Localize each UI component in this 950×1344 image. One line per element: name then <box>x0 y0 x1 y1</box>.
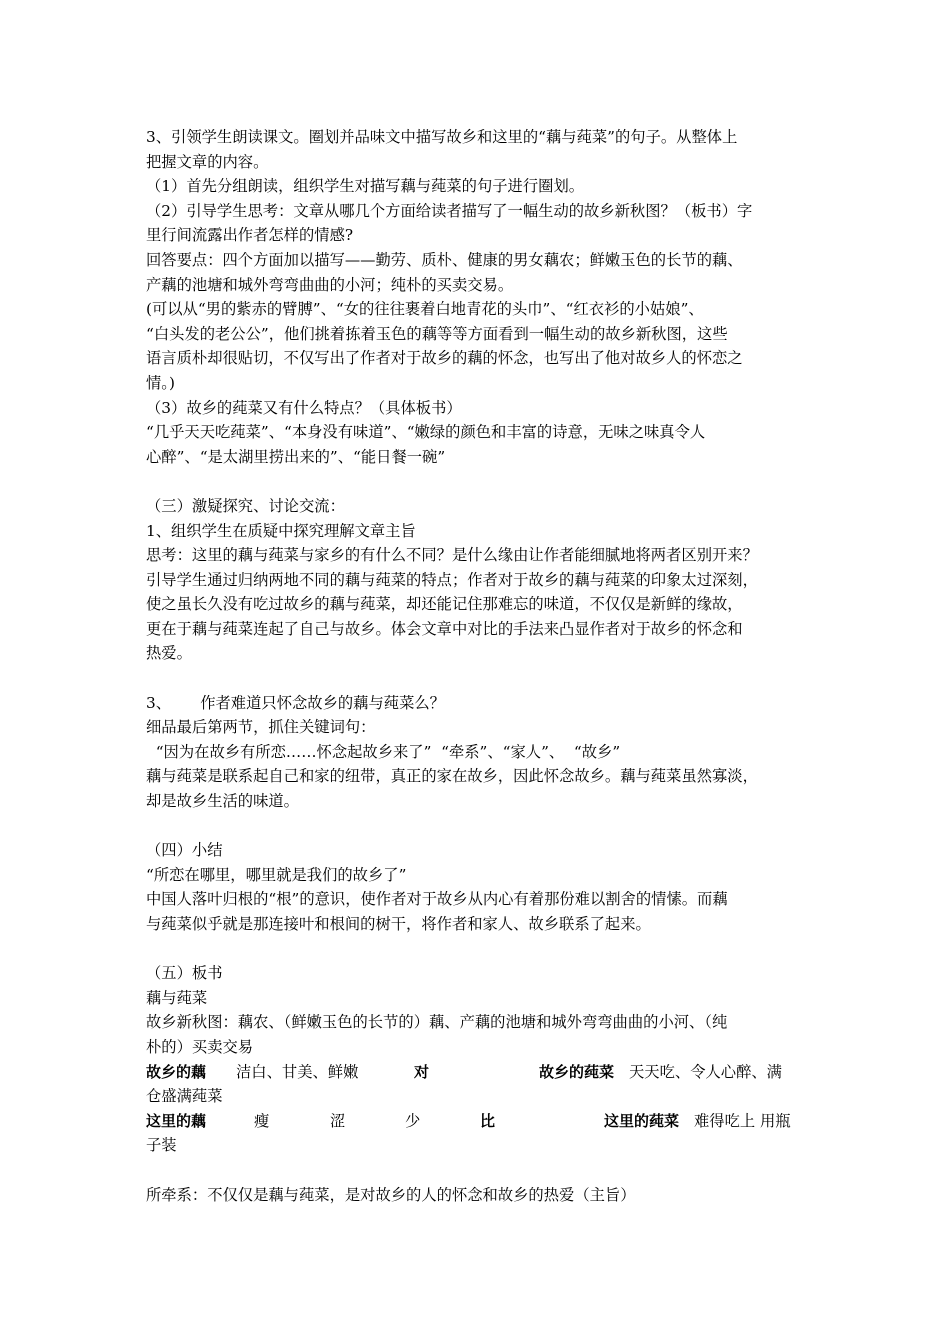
here-water-shield-label: 这里的莼菜 <box>604 1111 680 1130</box>
here-lotus-trait-astringent: 涩 <box>330 1111 346 1130</box>
board-row-hometown-continuation: 仓盛满莼菜 <box>146 1087 223 1106</box>
blank-line <box>146 814 808 839</box>
here-lotus-trait-few: 少 <box>405 1111 421 1130</box>
theme-summary: 所牵系：不仅仅是藕与莼菜，是对故乡的人的怀念和故乡的热爱（主旨） <box>146 1185 636 1204</box>
text-line: （3）故乡的莼菜又有什么特点？（具体板书） <box>146 398 462 417</box>
text-line: 3、 作者难道只怀念故乡的藕与莼菜么？ <box>146 693 445 712</box>
text-line: （1）首先分组朗读，组织学生对描写藕与莼菜的句子进行圈划。 <box>146 177 585 196</box>
text-line: “几乎天天吃莼菜”、“本身没有味道”、“嫩绿的颜色和丰富的诗意，无味之味真令人 <box>146 423 706 442</box>
blank-line <box>146 1158 808 1183</box>
text-line: （三）激疑探究、讨论交流： <box>146 496 345 515</box>
here-lotus-label: 这里的藕 <box>146 1111 207 1130</box>
here-water-shield-traits: 难得吃上 用瓶 <box>694 1111 791 1130</box>
text-line: 藕与莼菜 <box>146 988 208 1007</box>
text-line: 更在于藕与莼菜连起了自己与故乡。体会文章中对比的手法来凸显作者对于故乡的怀念和 <box>146 619 743 638</box>
text-line: 心醉”、“是太湖里捞出来的”、“能日餐一碗” <box>146 447 446 466</box>
text-line: 回答要点：四个方面加以描写——勤劳、质朴、健康的男女藕农；鲜嫩玉色的长节的藕、 <box>146 250 743 269</box>
text-line: 细品最后第两节，抓住关键词句： <box>146 718 376 737</box>
text-line: 却是故乡生活的味道。 <box>146 792 299 811</box>
text-line: 里行间流露出作者怎样的情感? <box>146 226 354 245</box>
text-line: (可以从“男的紫赤的臂膊”、“女的往往裹着白地青花的头巾”、“红衣衫的小姑娘”、 <box>146 300 704 319</box>
text-line: 朴的）买卖交易 <box>146 1037 254 1056</box>
blank-line <box>146 666 808 691</box>
blank-line <box>146 469 808 494</box>
text-lines <box>146 125 808 1060</box>
board-row-here <box>146 1109 808 1134</box>
text-line: 热爱。 <box>146 644 192 663</box>
text-line: 使之虽长久没有吃过故乡的藕与莼菜，却还能记住那难忘的味道，不仅仅是新鲜的缘故， <box>146 595 743 614</box>
text-line: 思考：这里的藕与莼菜与家乡的有什么不同？是什么缘由让作者能细腻地将两者区别开来？ <box>146 546 758 565</box>
text-line: （五）板书 <box>146 964 223 983</box>
hometown-water-shield-traits: 天天吃、令人心醉、满 <box>629 1062 782 1081</box>
contrast-char-1: 对 <box>414 1062 430 1081</box>
text-line: “所恋在哪里，哪里就是我们的故乡了” <box>146 865 407 884</box>
hometown-lotus-label: 故乡的藕 <box>146 1062 207 1081</box>
document-body <box>146 125 808 1207</box>
text-line: 把握文章的内容。 <box>146 152 269 171</box>
text-line: （四）小结 <box>146 841 223 860</box>
text-line: （2）引导学生思考：文章从哪几个方面给读者描写了一幅生动的故乡新秋图？（板书）字 <box>146 201 753 220</box>
text-line: “因为在故乡有所恋……怀念起故乡来了” “牵系”、“家人”、 “故乡” <box>146 742 621 761</box>
text-line: 中国人落叶归根的“根”的意识，使作者对于故乡从内心有着那份难以割舍的情愫。而藕 <box>146 890 728 909</box>
text-line: 语言质朴却很贴切，不仅写出了作者对于故乡的藕的怀念，也写出了他对故乡人的怀恋之 <box>146 349 743 368</box>
contrast-char-2: 比 <box>480 1111 496 1130</box>
text-line: 藕与莼菜是联系起自己和家的纽带，真正的家在故乡，因此怀念故乡。藕与莼菜虽然寡淡， <box>146 767 758 786</box>
text-line: 1、组织学生在质疑中探究理解文章主旨 <box>146 521 416 540</box>
here-lotus-trait-thin: 瘦 <box>254 1111 270 1130</box>
hometown-water-shield-label: 故乡的莼菜 <box>539 1062 615 1081</box>
hometown-lotus-traits: 洁白、甘美、鲜嫩 <box>236 1062 359 1081</box>
text-line: 引导学生通过归纳两地不同的藕与莼菜的特点；作者对于故乡的藕与莼菜的印象太过深刻， <box>146 570 758 589</box>
board-row-here-continuation: 子装 <box>146 1136 177 1155</box>
text-line: 故乡新秋图：藕农、（鲜嫩玉色的长节的）藕、产藕的池塘和城外弯弯曲曲的小河、（纯 <box>146 1013 728 1032</box>
board-row-hometown <box>146 1060 808 1085</box>
blank-line <box>146 937 808 962</box>
text-line: 3、引领学生朗读课文。圈划并品味文中描写故乡和这里的“藕与莼菜”的句子。从整体上 <box>146 128 738 146</box>
text-line: 与莼菜似乎就是那连接叶和根间的树干，将作者和家人、故乡联系了起来。 <box>146 915 651 933</box>
text-line: “白头发的老公公”，他们挑着拣着玉色的藕等等方面看到一幅生动的故乡新秋图，这些 <box>146 324 728 343</box>
text-line: 情。) <box>146 373 175 392</box>
text-line: 产藕的池塘和城外弯弯曲曲的小河；纯朴的买卖交易。 <box>146 275 514 294</box>
